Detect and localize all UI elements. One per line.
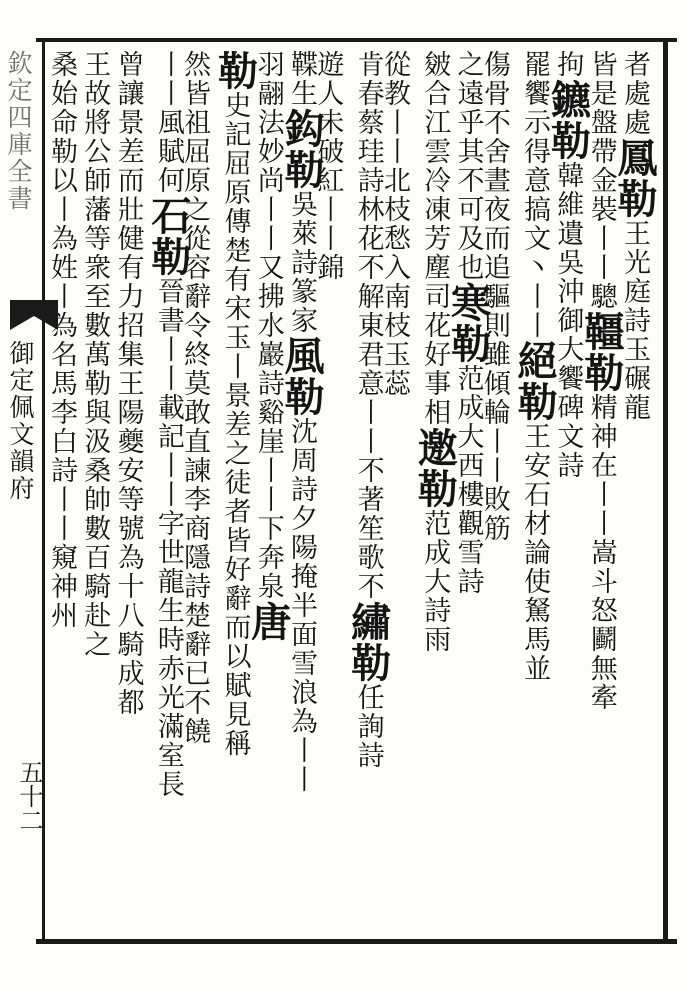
text-column: [48, 50, 75, 935]
headword: 寒勒: [444, 282, 492, 364]
annotation-text: 之遠乎其不可及也: [452, 50, 484, 282]
annotation-text: 晉書丨丨載記丨丨字世龍生時赤光滿室長: [152, 277, 184, 799]
annotation-text: 拘: [552, 50, 584, 79]
headword: 唐: [244, 601, 292, 642]
text-column: [511, 50, 559, 935]
annotation-text: 王光庭詩玉碾龍: [619, 219, 650, 422]
annotation-text: 者處處: [619, 50, 650, 137]
top-border: [36, 38, 677, 42]
annotation-text: 曾讓景差: [112, 50, 144, 166]
headword: 鑣勒: [544, 79, 592, 161]
text-column: [144, 50, 192, 935]
bottom-border: [36, 939, 677, 944]
annotation-text: 桑始命勒以丨為姓丨為名馬李白詩丨丨窺神州: [46, 50, 77, 630]
annotation-text: 從教丨丨北枝愁: [378, 50, 410, 253]
annotation-text: 入南枝玉蕊: [378, 253, 410, 398]
annotation-text: 王安石材論使駑馬並: [519, 422, 551, 683]
headword: 鈎勒: [278, 108, 326, 190]
annotation-text: 法妙尚丨丨: [252, 108, 284, 253]
text-column: [344, 50, 392, 935]
book-title: 欽定四庫全書: [4, 50, 33, 212]
annotation-text: 沈周詩夕陽掩半面雪浪為丨丨: [286, 417, 318, 794]
annotation-text: 羽翮: [252, 50, 284, 108]
text-column: [411, 50, 459, 935]
annotation-text: 丨丨風賦何: [152, 50, 184, 195]
annotation-text: 傷骨不舍晝夜而追驅則雖傾輪丨丨敗筋: [478, 50, 510, 543]
annotation-text: 皆是: [585, 50, 617, 108]
annotation-text: 范成大西樓觀雪詩: [452, 364, 484, 596]
text-column: [112, 50, 144, 935]
headword: 鳳勒: [611, 137, 658, 219]
annotation-text: 皴合江雲冷凍芳塵司花好事相: [419, 50, 451, 427]
annotation-text: 然皆祖屈原之從容辭令終莫敢直諫李商隱詩楚辭已不饒: [179, 50, 211, 746]
text-column: [79, 50, 111, 935]
headword: 韁勒: [577, 311, 625, 393]
headword: 勒: [211, 50, 259, 91]
right-border: [663, 38, 668, 944]
annotation-text: 而壯健有力招集王陽夔安等號為十八騎成都: [112, 166, 144, 717]
headword: 邀勒: [411, 427, 459, 509]
annotation-text: 吳萊詩篆家: [286, 190, 318, 335]
page-number: 五十二: [15, 760, 43, 832]
annotation-text: 范成大詩雨: [419, 509, 451, 654]
annotation-text: 肯春蔡珪詩林花不解東君意丨丨不著笙歌不: [352, 50, 384, 601]
annotation-text: 罷饗示得意搞文丶丨丨: [519, 50, 551, 340]
annotation-text: 遊人未破紅丨丨錦: [312, 50, 344, 282]
annotation-text: 又拂水巖詩谿崖丨丨下奔泉: [252, 253, 284, 601]
headword: 絕勒: [511, 340, 559, 422]
volume-title: 御定佩文韻府: [6, 340, 35, 502]
annotation-text: 韓維遺吳沖御大饗碑文詩: [552, 161, 584, 480]
annotation-text: 鞢生: [286, 50, 318, 108]
annotation-text: 盤帶金裝丨丨驄: [585, 108, 617, 311]
annotation-text: 任詢詩: [352, 683, 384, 770]
text-column: [211, 50, 259, 935]
annotation-text: 精神在丨丨嵩斗怒鬬無牽: [585, 393, 617, 712]
annotation-text: 史記屈原傳楚有宋玉丨景差之徒者皆好辭而以賦見稱: [219, 91, 251, 758]
headword: 石勒: [144, 195, 192, 277]
annotation-text: 王故將公師藩等衆至數萬勒與汲桑帥數百騎赴之: [79, 50, 111, 659]
headword: 風勒: [278, 335, 326, 417]
headword: 繡勒: [344, 601, 392, 683]
